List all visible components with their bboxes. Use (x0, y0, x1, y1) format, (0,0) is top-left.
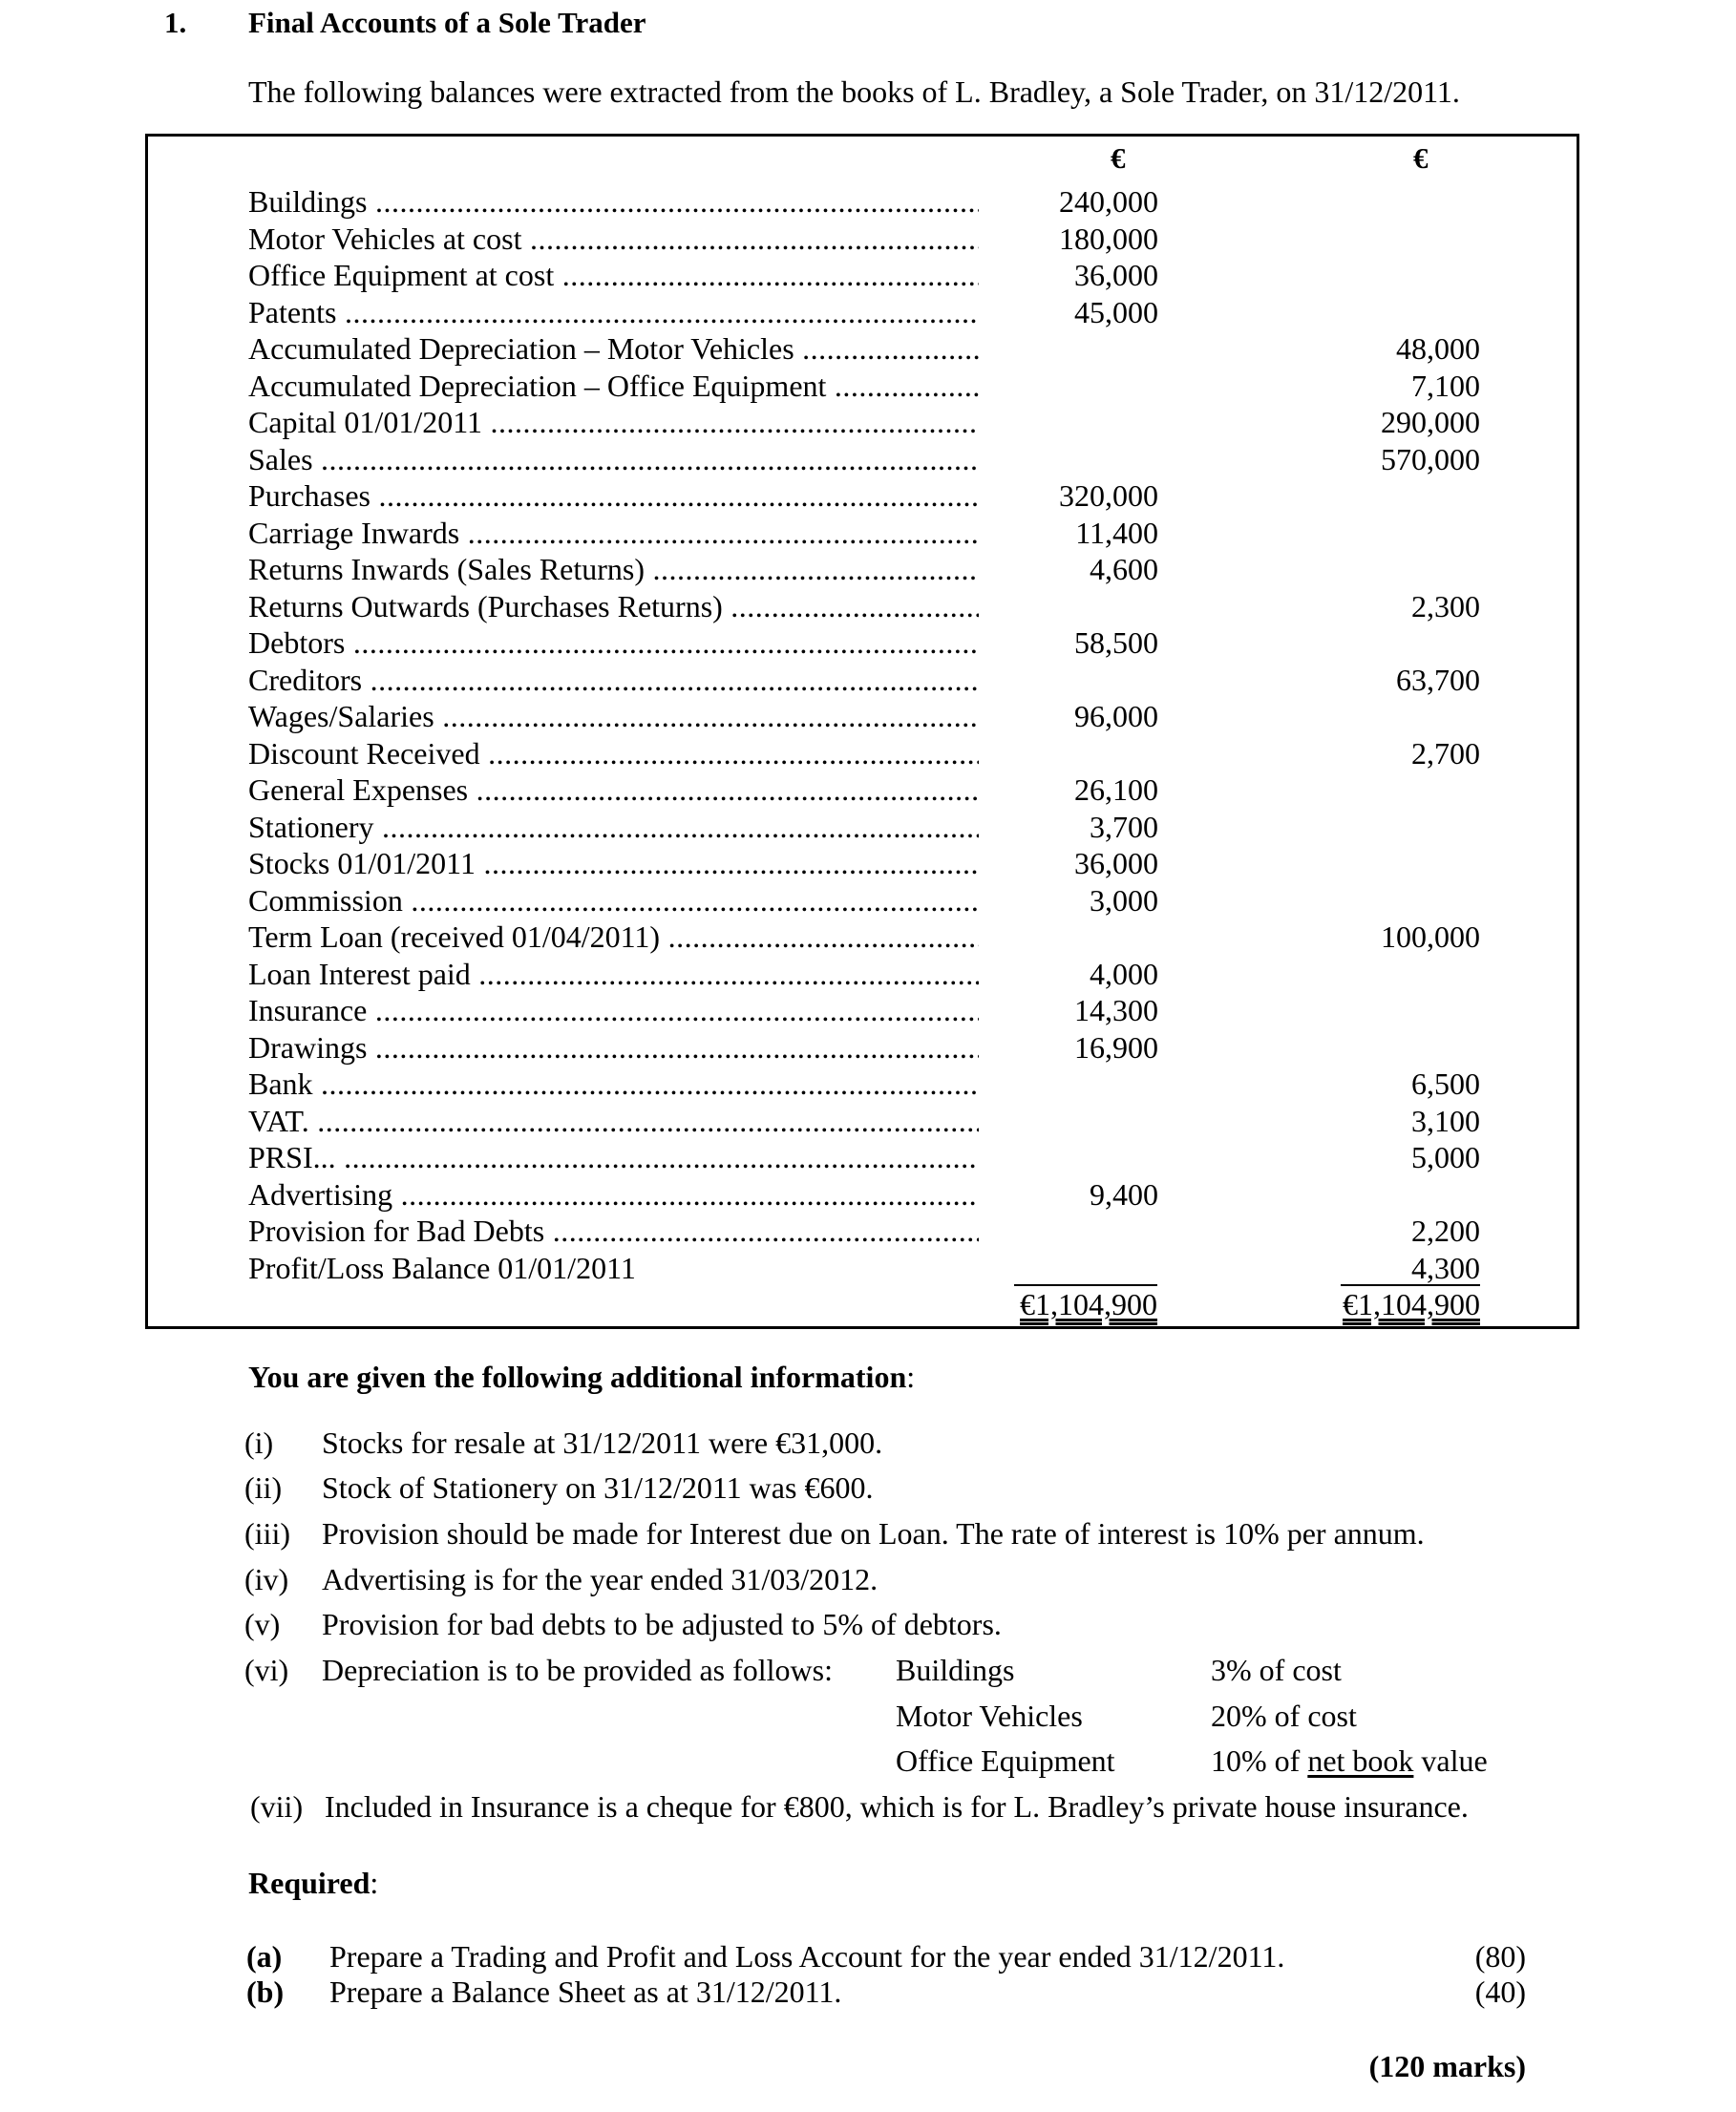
account-name: Provision for Bad Debts ..... (248, 1213, 979, 1250)
debit-amount: 96,000 (1074, 699, 1158, 733)
trial-balance-row (0, 662, 1736, 699)
debit-amount: 240,000 (1059, 184, 1158, 219)
note-number: (ii) (244, 1470, 283, 1505)
account-name: Loan Interest paid ..... (248, 956, 979, 993)
debit-amount: 320,000 (1059, 478, 1158, 513)
depreciation-asset: Buildings (896, 1653, 1015, 1687)
total-marks: (120 marks) (1368, 2049, 1526, 2083)
note-number: (v) (244, 1607, 281, 1641)
debit-amount: 180,000 (1059, 221, 1158, 256)
trial-balance-row (0, 1066, 1736, 1103)
debit-amount: 3,700 (1090, 809, 1158, 844)
trial-balance-row (0, 294, 1736, 331)
trial-balance-row (0, 551, 1736, 588)
debit-amount: 4,600 (1090, 552, 1158, 586)
trial-balance-row (0, 882, 1736, 919)
debit-amount: 36,000 (1074, 846, 1158, 880)
account-name: Term Loan (received 01/04/2011) ..... (248, 919, 979, 956)
credit-amount: 570,000 (1381, 441, 1480, 476)
account-name: VAT. ..... (248, 1103, 979, 1140)
part-text: Prepare a Trading and Profit and Loss Account for the year ended 31/12/2011. (329, 1939, 1285, 1974)
account-name: Sales ..... (248, 441, 979, 478)
account-name: Advertising ..... (248, 1176, 979, 1214)
account-name: Insurance ..... (248, 992, 979, 1029)
trial-balance-row (0, 404, 1736, 441)
trial-balance-row (0, 919, 1736, 956)
account-name: PRSI... ..... (248, 1139, 979, 1176)
depreciation-asset: Motor Vehicles (896, 1699, 1083, 1733)
depreciation-rate: 20% of cost (1211, 1699, 1357, 1733)
trial-balance-row (0, 477, 1736, 515)
debit-amount: 36,000 (1074, 258, 1158, 292)
account-name: Returns Inwards (Sales Returns) ..... (248, 551, 979, 588)
part-label: (b) (246, 1975, 285, 2009)
account-name: Purchases ..... (248, 477, 979, 515)
account-name: Profit/Loss Balance 01/01/2011 (248, 1250, 636, 1285)
credit-amount: 4,300 (1411, 1250, 1480, 1285)
account-name: Wages/Salaries ..... (248, 698, 979, 735)
trial-balance-row (0, 1029, 1736, 1067)
credit-amount: 290,000 (1381, 405, 1480, 439)
debit-amount: 4,000 (1090, 956, 1158, 991)
trial-balance-row (0, 992, 1736, 1029)
account-name: Stocks 01/01/2011 ..... (248, 845, 979, 882)
question-title: Final Accounts of a Sole Trader (248, 6, 646, 39)
debit-total: €1,104,900 (1020, 1287, 1157, 1321)
trial-balance-row (0, 698, 1736, 735)
trial-balance-row (0, 624, 1736, 662)
part-text: Prepare a Balance Sheet as at 31/12/2011. (329, 1975, 842, 2009)
debit-amount: 9,400 (1090, 1176, 1158, 1212)
trial-balance-row (0, 441, 1736, 478)
credit-amount: 2,200 (1411, 1214, 1480, 1248)
credit-amount: 63,700 (1396, 662, 1480, 697)
account-name: Capital 01/01/2011 ..... (248, 404, 979, 441)
trial-balance-row (0, 1139, 1736, 1176)
trial-balance-row (0, 1176, 1736, 1214)
note-text: Depreciation is to be provided as follows: (322, 1653, 833, 1687)
part-marks: (40) (1474, 1975, 1526, 2009)
debit-amount: 14,300 (1074, 993, 1158, 1027)
note-text: Provision for bad debts to be adjusted to 5% of debtors. (322, 1607, 1002, 1641)
trial-balance-row (0, 257, 1736, 294)
trial-balance-row (0, 588, 1736, 625)
note-text: Stocks for resale at 31/12/2011 were €31,000. (322, 1426, 883, 1460)
trial-balance-row (0, 1213, 1736, 1250)
trial-balance-row (0, 1250, 1736, 1287)
part-marks: (80) (1474, 1939, 1526, 1974)
debit-amount: 16,900 (1074, 1029, 1158, 1065)
note-text: Included in Insurance is a cheque for €800, which is for L. Bradley’s private house insurance. (325, 1789, 1469, 1824)
note-text: Provision should be made for Interest due on Loan. The rate of interest is 10% per annum. (322, 1516, 1425, 1551)
question-number: 1. (164, 6, 187, 39)
account-name: Accumulated Depreciation – Motor Vehicles ..... (248, 330, 979, 368)
account-name: Drawings ..... (248, 1029, 979, 1067)
trial-balance-row (0, 809, 1736, 846)
required-heading: Required: (248, 1866, 379, 1900)
account-name: Discount Received ..... (248, 735, 979, 772)
account-name: Stationery ..... (248, 809, 979, 846)
debit-amount: 45,000 (1074, 294, 1158, 329)
note-number: (i) (244, 1426, 274, 1460)
account-name: Motor Vehicles at cost ..... (248, 221, 979, 258)
trial-balance-row (0, 183, 1736, 221)
note-text: Stock of Stationery on 31/12/2011 was €600. (322, 1470, 874, 1505)
account-name: Commission ..... (248, 882, 979, 919)
depreciation-asset: Office Equipment (896, 1743, 1115, 1778)
trial-balance-row (0, 1103, 1736, 1140)
credit-amount: 2,300 (1411, 588, 1480, 623)
debit-total-rule (1014, 1284, 1157, 1286)
trial-balance-row (0, 515, 1736, 552)
credit-total: €1,104,900 (1343, 1287, 1480, 1321)
debit-amount: 58,500 (1074, 625, 1158, 660)
trial-balance-row (0, 330, 1736, 368)
debit-amount: 26,100 (1074, 772, 1158, 807)
account-name: Creditors ..... (248, 662, 979, 699)
note-number: (vii) (250, 1789, 304, 1824)
depreciation-rate: 10% of net book value (1211, 1743, 1488, 1778)
account-name: Office Equipment at cost ..... (248, 257, 979, 294)
trial-balance-row (0, 956, 1736, 993)
account-name: Debtors ..... (248, 624, 979, 662)
credit-amount: 6,500 (1411, 1067, 1480, 1101)
note-text: Advertising is for the year ended 31/03/2012. (322, 1562, 879, 1596)
trial-balance-row (0, 771, 1736, 809)
account-name: General Expenses ..... (248, 771, 979, 809)
credit-total-rule (1341, 1284, 1480, 1286)
credit-amount: 7,100 (1411, 368, 1480, 403)
credit-amount: 3,100 (1411, 1103, 1480, 1138)
depreciation-rate: 3% of cost (1211, 1653, 1342, 1687)
trial-balance-row (0, 735, 1736, 772)
question-intro: The following balances were extracted from the books of L. Bradley, a Sole Trader, on 31/12/2011. (248, 74, 1460, 109)
account-name: Accumulated Depreciation – Office Equipment ..... (248, 368, 979, 405)
account-name: Buildings ..... (248, 183, 979, 221)
credit-amount: 5,000 (1411, 1140, 1480, 1174)
note-number: (vi) (244, 1653, 289, 1687)
account-name: Returns Outwards (Purchases Returns) ..... (248, 588, 979, 625)
credit-currency-header: € (1413, 141, 1429, 175)
trial-balance-row (0, 368, 1736, 405)
debit-currency-header: € (1111, 141, 1126, 175)
debit-amount: 11,400 (1075, 515, 1158, 550)
account-name: Patents ..... (248, 294, 979, 331)
account-name: Bank ..... (248, 1066, 979, 1103)
account-name: Carriage Inwards ..... (248, 515, 979, 552)
part-label: (a) (246, 1939, 283, 1974)
debit-amount: 3,000 (1090, 882, 1158, 918)
credit-amount: 100,000 (1381, 919, 1480, 954)
note-number: (iii) (244, 1516, 290, 1551)
trial-balance-row (0, 221, 1736, 258)
credit-amount: 2,700 (1411, 735, 1480, 771)
additional-info-heading: You are given the following additional information: (248, 1360, 916, 1394)
trial-balance-row (0, 845, 1736, 882)
credit-amount: 48,000 (1396, 331, 1480, 366)
note-number: (iv) (244, 1562, 289, 1596)
